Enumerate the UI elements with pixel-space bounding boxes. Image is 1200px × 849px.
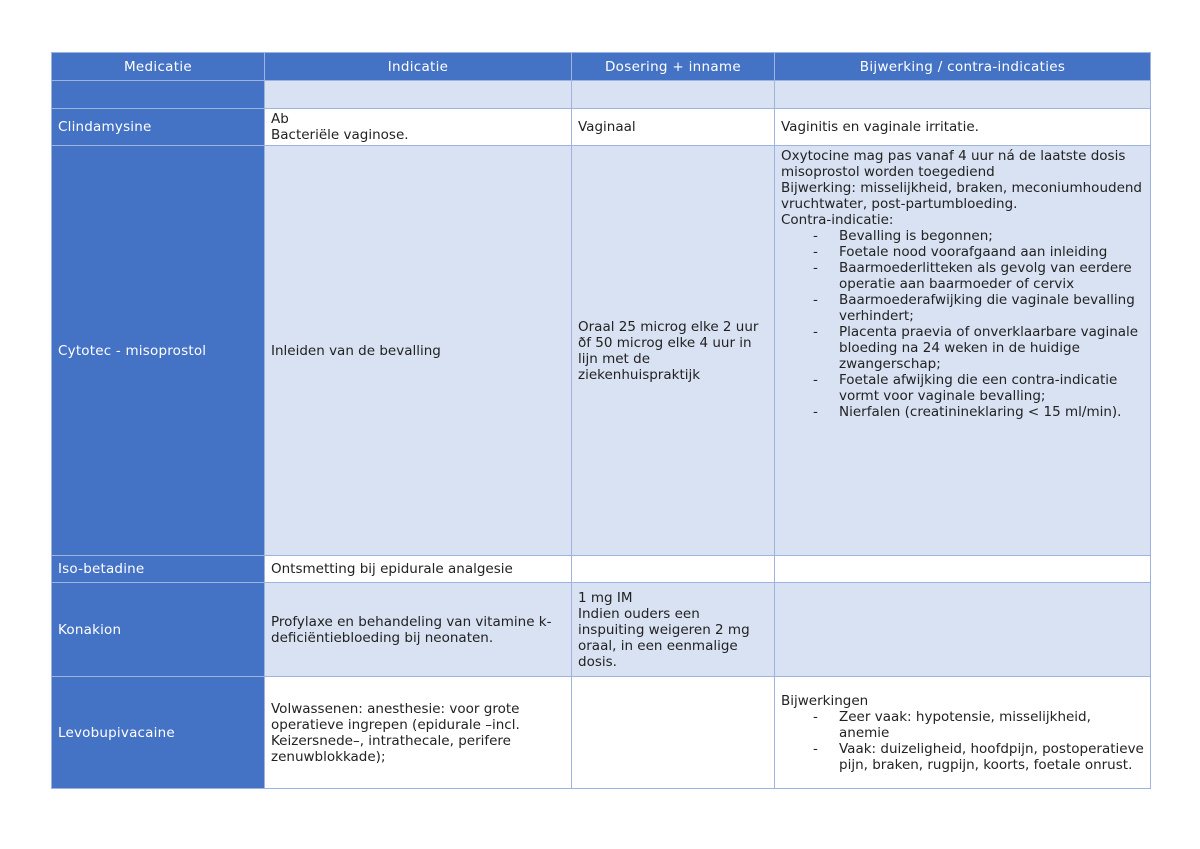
contra-item: - Foetale nood voorafgaand aan inleiding	[809, 244, 1144, 260]
empty-cell	[775, 81, 1151, 109]
medication-table	[51, 52, 1151, 789]
effects-item: - Vaak: duizeligheid, hoofdpijn, postoperatieve pijn, braken, rugpijn, koorts, foetale onrust.	[809, 741, 1144, 773]
contra-item: - Foetale afwijking die een contra-indicatie vormt voor vaginale bevalling;	[809, 372, 1144, 404]
dosage-cell	[572, 556, 775, 583]
header-dosering: Dosering + inname	[572, 53, 775, 81]
medication-name: Levobupivacaine	[52, 677, 265, 789]
row-cytotec	[52, 146, 1151, 556]
indication-cell: Profylaxe en behandeling van vitamine k-deficiëntiebloeding bij neonaten.	[265, 583, 572, 677]
indication-cell: Ontsmetting bij epidurale analgesie	[265, 556, 572, 583]
dosage-cell: Vaginaal	[572, 109, 775, 146]
effects-item: - Zeer vaak: hypotensie, misselijkheid, anemie	[809, 709, 1144, 741]
effects-cell: Vaginitis en vaginale irritatie.	[775, 109, 1151, 146]
row-isobetadine	[52, 556, 1151, 583]
header-row	[52, 53, 1151, 81]
dosage-cell	[572, 677, 775, 789]
dosage-cell	[572, 583, 775, 677]
medication-name: Iso-betadine	[52, 556, 265, 583]
effects-cell	[775, 583, 1151, 677]
row-levobupivacaine	[52, 677, 1151, 789]
contra-item: - Baarmoederlitteken als gevolg van eerdere operatie aan baarmoeder of cervix	[809, 260, 1144, 292]
dosage-cell: Oraal 25 microg elke 2 uur ðf 50 microg elke 4 uur in lijn met de ziekenhuispraktijk	[572, 146, 775, 556]
header-bijwerking: Bijwerking / contra-indicaties	[775, 53, 1151, 81]
medication-name: Cytotec - misoprostol	[52, 146, 265, 556]
contra-item: - Bevalling is begonnen;	[809, 228, 1144, 244]
contra-item: - Baarmoederafwijking die vaginale bevalling verhindert;	[809, 292, 1144, 324]
effects-intro: Oxytocine mag pas vanaf 4 uur ná de laatste dosis misoprostol worden toegediend	[781, 148, 1126, 180]
row-clindamysine	[52, 109, 1151, 146]
empty-cell	[265, 81, 572, 109]
indication-cell	[265, 109, 572, 146]
dosage-line: Indien ouders een inspuiting weigeren 2 mg oraal, in een eenmalige dosis.	[578, 605, 750, 670]
effects-label: Bijwerkingen	[781, 692, 869, 709]
indication-cell: Inleiden van de bevalling	[265, 146, 572, 556]
effects-cell	[775, 677, 1151, 789]
contra-list	[781, 228, 1144, 420]
header-medicatie: Medicatie	[52, 53, 265, 81]
empty-row	[52, 81, 1151, 109]
indication-line: Ab	[271, 111, 289, 127]
empty-name-cell	[52, 81, 265, 109]
effects-cell	[775, 556, 1151, 583]
empty-cell	[572, 81, 775, 109]
contra-item: - Nierfalen (creatinineklaring < 15 ml/min).	[809, 404, 1144, 420]
contra-label: Contra-indicatie:	[781, 212, 894, 228]
indication-cell: Volwassenen: anesthesie: voor grote operatieve ingrepen (epidurale –incl. Keizersnede–, intrathecale, perifere zenuwblokkade);	[265, 677, 572, 789]
header-indicatie: Indicatie	[265, 53, 572, 81]
medication-name: Konakion	[52, 583, 265, 677]
row-konakion	[52, 583, 1151, 677]
indication-line: Bacteriële vaginose.	[271, 127, 409, 143]
side-effects: Bijwerking: misselijkheid, braken, meconiumhoudend vruchtwater, post-partumbloeding.	[781, 180, 1142, 212]
dosage-line: 1 mg IM	[578, 589, 633, 606]
effects-cell	[775, 146, 1151, 556]
effects-list	[781, 709, 1144, 773]
medication-name: Clindamysine	[52, 109, 265, 146]
contra-item: - Placenta praevia of onverklaarbare vaginale bloeding na 24 weken in de huidige zwangerschap;	[809, 324, 1144, 372]
